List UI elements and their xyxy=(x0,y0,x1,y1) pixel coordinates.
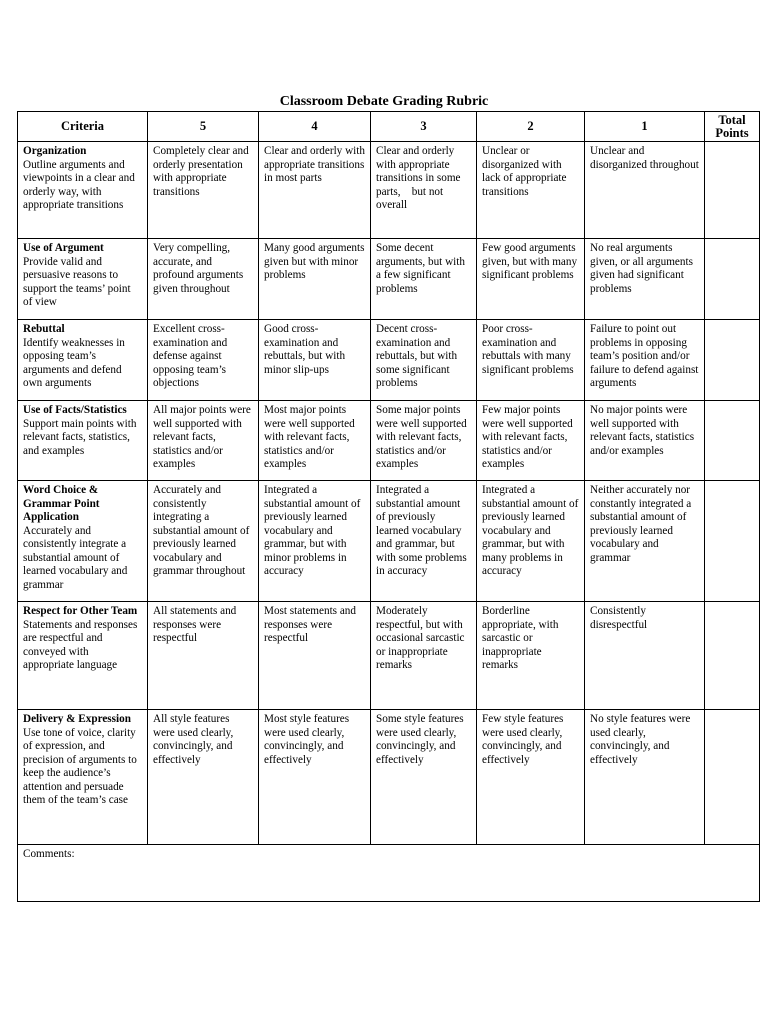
score-4-cell: Most style features were used clearly, convincingly, and effectively xyxy=(259,710,371,845)
score-5-cell: Accurately and consistently integrating a substantial amount of previously learned vocabulary and grammar throughout xyxy=(148,481,259,602)
criterion-description: Identify weaknesses in opposing team’s arguments and defend own arguments xyxy=(23,336,125,389)
total-points-cell xyxy=(705,602,760,710)
score-3-cell: Integrated a substantial amount of previously learned vocabulary and grammar, but with some problems in accuracy xyxy=(371,481,477,602)
criterion-title: Organization xyxy=(23,145,87,157)
criterion-title: Rebuttal xyxy=(23,323,65,335)
rubric-table xyxy=(17,111,760,902)
score-3-cell: Some major points were well supported with relevant facts, statistics and/or examples xyxy=(371,401,477,481)
criterion-title: Use of Argument xyxy=(23,242,104,254)
score-3-cell: Some style features were used clearly, convincingly, and effectively xyxy=(371,710,477,845)
rubric-row-word-choice xyxy=(18,481,760,602)
criterion-cell xyxy=(18,142,148,239)
score-5-cell: Excellent cross-examination and defense against opposing team’s objections xyxy=(148,320,259,401)
score-4-cell: Clear and orderly with appropriate transitions in most parts xyxy=(259,142,371,239)
score-4-cell: Good cross-examination and rebuttals, but with minor slip-ups xyxy=(259,320,371,401)
score-4-cell: Most major points were well supported with relevant facts, statistics and/or examples xyxy=(259,401,371,481)
criterion-title: Use of Facts/Statistics xyxy=(23,404,127,416)
header-total-points: Total Points xyxy=(705,112,760,142)
comments-row xyxy=(18,845,760,902)
comments-label: Comments: xyxy=(18,845,760,902)
criterion-title: Respect for Other Team xyxy=(23,605,138,617)
criterion-cell xyxy=(18,401,148,481)
header-score-1: 1 xyxy=(585,112,705,142)
rubric-row-delivery xyxy=(18,710,760,845)
score-5-cell: All style features were used clearly, convincingly, and effectively xyxy=(148,710,259,845)
criterion-description: Outline arguments and viewpoints in a clear and orderly way, with appropriate transitions xyxy=(23,158,135,211)
criterion-description: Statements and responses are respectful and conveyed with appropriate language xyxy=(23,618,138,671)
criterion-title: Delivery & Expression xyxy=(23,713,131,725)
criterion-description: Support main points with relevant facts, statistics, and examples xyxy=(23,417,137,457)
rubric-row-use-of-argument xyxy=(18,239,760,320)
header-row xyxy=(18,112,760,142)
score-3-cell: Moderately respectful, but with occasional sarcastic or inappropriate remarks xyxy=(371,602,477,710)
header-score-4: 4 xyxy=(259,112,371,142)
criterion-cell xyxy=(18,602,148,710)
score-1-cell: Failure to point out problems in opposing team’s position and/or failure to defend against arguments xyxy=(585,320,705,401)
score-4-cell: Many good arguments given but with minor problems xyxy=(259,239,371,320)
score-1-cell: Neither accurately nor constantly integrated a substantial amount of previously learned vocabulary and grammar xyxy=(585,481,705,602)
criterion-cell xyxy=(18,710,148,845)
header-score-5: 5 xyxy=(148,112,259,142)
score-1-cell: Unclear and disorganized throughout xyxy=(585,142,705,239)
criterion-cell xyxy=(18,239,148,320)
score-5-cell: Completely clear and orderly presentation with appropriate transitions xyxy=(148,142,259,239)
score-1-cell: No real arguments given, or all arguments given had significant problems xyxy=(585,239,705,320)
score-2-cell: Poor cross-examination and rebuttals with many significant problems xyxy=(477,320,585,401)
rubric-row-use-of-facts xyxy=(18,401,760,481)
header-score-3: 3 xyxy=(371,112,477,142)
score-4-cell: Integrated a substantial amount of previously learned vocabulary and grammar, but with minor problems in accuracy xyxy=(259,481,371,602)
score-2-cell: Few good arguments given, but with many significant problems xyxy=(477,239,585,320)
score-2-cell: Unclear or disorganized with lack of appropriate transitions xyxy=(477,142,585,239)
score-3-cell: Clear and orderly with appropriate transitions in some parts, but not overall xyxy=(371,142,477,239)
criterion-cell xyxy=(18,481,148,602)
score-2-cell: Integrated a substantial amount of previously learned vocabulary and grammar, but with many problems in accuracy xyxy=(477,481,585,602)
header-score-2: 2 xyxy=(477,112,585,142)
total-points-cell xyxy=(705,401,760,481)
score-5-cell: All major points were well supported with relevant facts, statistics and/or examples xyxy=(148,401,259,481)
score-3-cell: Some decent arguments, but with a few significant problems xyxy=(371,239,477,320)
document-title: Classroom Debate Grading Rubric xyxy=(279,94,489,109)
total-points-cell xyxy=(705,320,760,401)
score-2-cell: Few style features were used clearly, convincingly, and effectively xyxy=(477,710,585,845)
header-criteria: Criteria xyxy=(18,112,148,142)
score-3-cell: Decent cross-examination and rebuttals, but with some significant problems xyxy=(371,320,477,401)
score-5-cell: All statements and responses were respectful xyxy=(148,602,259,710)
criterion-cell xyxy=(18,320,148,401)
total-points-cell xyxy=(705,481,760,602)
criterion-title: Word Choice & Grammar Point Application xyxy=(23,484,100,523)
rubric-row-organization xyxy=(18,142,760,239)
rubric-row-rebuttal xyxy=(18,320,760,401)
score-1-cell: No major points were well supported with relevant facts, statistics and/or examples xyxy=(585,401,705,481)
score-4-cell: Most statements and responses were respectful xyxy=(259,602,371,710)
total-points-cell xyxy=(705,142,760,239)
score-1-cell: Consistently disrespectful xyxy=(585,602,705,710)
score-2-cell: Few major points were well supported with relevant facts, statistics and/or examples xyxy=(477,401,585,481)
total-points-cell xyxy=(705,239,760,320)
rubric-row-respect xyxy=(18,602,760,710)
criterion-description: Use tone of voice, clarity of expression, and precision of arguments to keep the audience’s attention and persuade them of the team’s case xyxy=(23,726,137,806)
criterion-description: Provide valid and persuasive reasons to support the teams’ point of view xyxy=(23,255,131,308)
score-2-cell: Borderline appropriate, with sarcastic or inappropriate remarks xyxy=(477,602,585,710)
score-5-cell: Very compelling, accurate, and profound arguments given throughout xyxy=(148,239,259,320)
total-points-cell xyxy=(705,710,760,845)
score-1-cell: No style features were used clearly, convincingly, and effectively xyxy=(585,710,705,845)
criterion-description: Accurately and consistently integrate a substantial amount of learned vocabulary and grammar xyxy=(23,524,128,591)
